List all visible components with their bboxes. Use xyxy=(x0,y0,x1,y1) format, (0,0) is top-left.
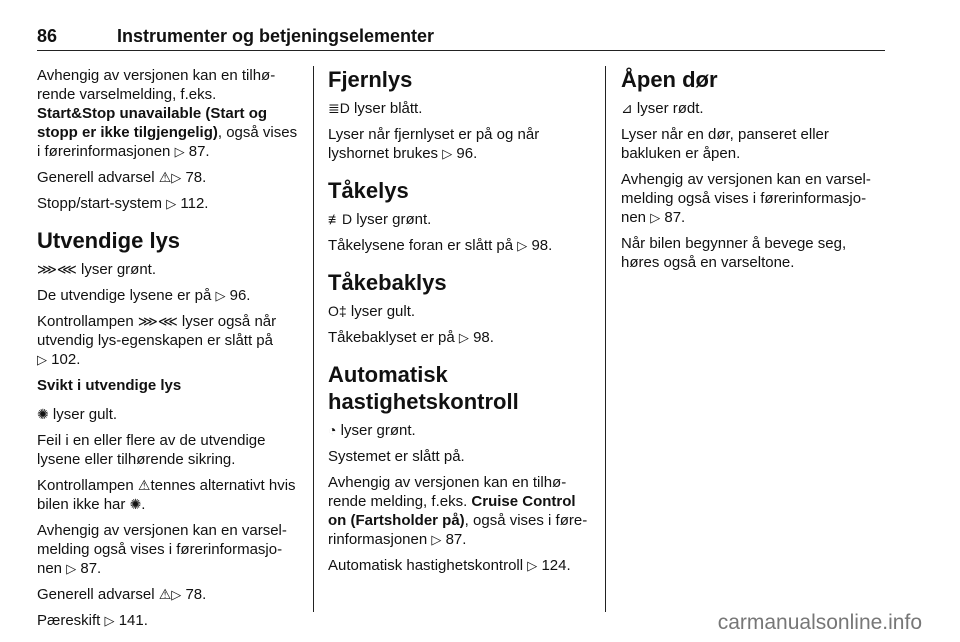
warning-triangle-icon: ⚠ xyxy=(158,586,172,602)
paragraph: Automatisk hastighetskontroll ▷ 124. xyxy=(328,557,571,574)
bulb-failure-icon: ✺ xyxy=(129,496,142,512)
section-heading: Automatisk hastighetskontroll xyxy=(328,362,519,414)
paragraph: O‡ lyser gult. xyxy=(328,303,416,320)
cruise-control-icon: ◔ xyxy=(328,422,337,438)
paragraph: Lyser når fjernlyset er på og når lyshornet brukes ▷ 96. xyxy=(328,126,540,162)
high-beam-icon: ≣D xyxy=(328,100,350,116)
ref-arrow-icon: ▷ xyxy=(174,144,185,159)
side-light-icon: ⋙⋘ xyxy=(37,261,77,277)
paragraph: Systemet er slått på. xyxy=(328,448,465,465)
ref-arrow-icon: ▷ xyxy=(517,238,528,253)
warning-triangle-icon: ⚠ xyxy=(137,477,151,493)
column-divider xyxy=(313,66,314,612)
ref-arrow-icon: ▷ xyxy=(171,170,182,185)
ref-arrow-icon: ▷ xyxy=(458,330,469,345)
paragraph: Lyser når en dør, panseret eller bakluken er åpen. xyxy=(621,126,829,162)
section-heading: Tåkebaklys xyxy=(328,270,447,295)
door-open-icon: ⊿ xyxy=(621,100,633,116)
ref-arrow-icon: ▷ xyxy=(431,532,442,547)
paragraph: Generell advarsel ⚠▷ 78. xyxy=(37,169,207,186)
ref-arrow-icon: ▷ xyxy=(66,561,77,576)
page-title: Instrumenter og betjeningselementer xyxy=(117,26,435,46)
ref-arrow-icon: ▷ xyxy=(215,288,226,303)
section-heading: Tåkelys xyxy=(328,178,409,203)
rear-fog-icon: O‡ xyxy=(328,303,347,319)
ref-arrow-icon: ▷ xyxy=(37,352,47,367)
warning-triangle-icon: ⚠ xyxy=(158,169,172,185)
paragraph: Avhengig av versjonen kan en tilhø-rende varselmelding, f.eks. Start&Stop unavailable (Start og stopp er ikke tilgjengelig), også vises i førerinformasjonen ▷ 87. xyxy=(37,67,298,160)
side-light-icon: ⋙⋘ xyxy=(137,313,178,329)
column-3 xyxy=(621,66,886,279)
watermark: carmanualsonline.info xyxy=(717,611,922,634)
paragraph: Generell advarsel ⚠▷ 78. xyxy=(37,586,207,603)
subsection-heading: Svikt i utvendige lys xyxy=(37,377,182,394)
paragraph: ≢D lyser grønt. xyxy=(328,211,432,228)
paragraph: ◔ lyser grønt. xyxy=(328,422,416,439)
paragraph: Avhengig av versjonen kan en tilhø-rende melding, f.eks. Cruise Control on (Fartsholder på), også vises i føre-rinformasjonen ▷ 87. xyxy=(328,474,588,548)
ref-arrow-icon: ▷ xyxy=(527,558,538,573)
paragraph: Når bilen begynner å bevege seg, høres også en varseltone. xyxy=(621,235,847,271)
paragraph: ⊿ lyser rødt. xyxy=(621,100,704,117)
section-heading: Fjernlys xyxy=(328,67,413,92)
paragraph: Avhengig av versjonen kan en varsel-melding også vises i førerinformasjo-nen ▷ 87. xyxy=(621,171,871,226)
ref-arrow-icon: ▷ xyxy=(171,587,182,602)
ref-arrow-icon: ▷ xyxy=(104,613,115,628)
paragraph: ✺ lyser gult. xyxy=(37,406,118,423)
ref-arrow-icon: ▷ xyxy=(442,146,453,161)
section-heading: Åpen dør xyxy=(621,67,718,92)
paragraph: Kontrollampen ⚠tennes alternativt hvis bilen ikke har ✺. xyxy=(37,477,296,513)
column-divider xyxy=(605,66,606,612)
ref-arrow-icon: ▷ xyxy=(650,210,661,225)
paragraph: Kontrollampen ⋙⋘ lyser også når utvendig lys-egenskapen er slått på ▷ 102. xyxy=(37,313,277,368)
front-fog-icon: ≢D xyxy=(328,211,353,227)
page-number: 86 xyxy=(37,26,58,46)
paragraph: Tåkelysene foran er slått på ▷ 98. xyxy=(328,237,553,254)
column-1 xyxy=(37,66,299,637)
paragraph: ⋙⋘ lyser grønt. xyxy=(37,261,157,278)
column-2 xyxy=(328,66,590,582)
page-header xyxy=(37,26,885,51)
paragraph: Pæreskift ▷ 141. xyxy=(37,612,148,629)
bulb-failure-icon: ✺ xyxy=(37,406,49,422)
paragraph: Stopp/start-system ▷ 112. xyxy=(37,195,209,212)
paragraph: Avhengig av versjonen kan en varsel-melding også vises i førerinformasjo-nen ▷ 87. xyxy=(37,522,287,577)
paragraph: ≣D lyser blått. xyxy=(328,100,423,117)
paragraph: Tåkebaklyset er på ▷ 98. xyxy=(328,329,494,346)
section-heading: Utvendige lys xyxy=(37,228,181,253)
ref-arrow-icon: ▷ xyxy=(166,196,177,211)
paragraph: Feil i en eller flere av de utvendige lysene eller tilhørende sikring. xyxy=(37,432,266,468)
paragraph: De utvendige lysene er på ▷ 96. xyxy=(37,287,251,304)
